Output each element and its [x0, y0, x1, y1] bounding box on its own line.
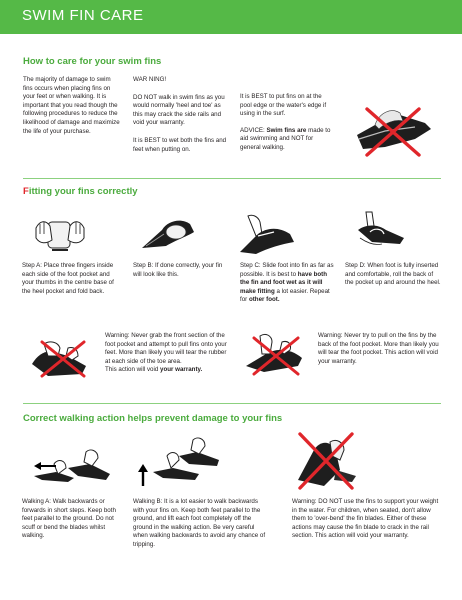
step-c-after: a lot easier. Repeat for: [240, 287, 330, 304]
advice-bold: Swim fins are: [266, 126, 307, 134]
warning-front-grab-illustration: [28, 334, 96, 380]
walking-b-text: Walking B: It is a lot easier to walk backwards with your fins on. Keep both feet parallel to the ground, and lift each foot completely off the ground in the walking action. Be very careful when walking backwards to avoid any chance of tripping.: [133, 498, 266, 548]
warning-back-pull-illustration: [240, 330, 310, 378]
advice-text: [240, 127, 334, 153]
best-wet-text: It is BEST to wet both the fins and feet when putting on.: [133, 136, 227, 153]
step-b-text: Step B: If done correctly, your fin will look like this.: [133, 262, 223, 278]
walking-a-text: Walking A: Walk backwards or forwards in short steps. Keep both feet parallel to the ground. Do not scuff or bend the blades whilst walking.: [22, 498, 116, 540]
step-b-illustration: [138, 212, 198, 254]
step-a-illustration: [30, 214, 90, 254]
fin-walk-crossed-illustration: [345, 95, 440, 165]
section-divider-1: [23, 178, 441, 179]
warning-front-void-bold: your warranty.: [160, 366, 203, 374]
best-block: [240, 93, 334, 153]
step-c-text: [240, 262, 336, 305]
warning-support-text: Warning: DO NOT use the fins to support your weight in the water. For children, when seated, don't allow them to 'over-bend' the fin blades. Either of these actions may cause the fin blade to crack in the rail section. This action will void your warranty.: [292, 498, 439, 540]
warning-front-text: [105, 332, 229, 375]
warning-heading: WAR NING!: [133, 76, 167, 83]
step-d-text: Step D: When foot is fully inserted and comfortable, roll the back of the pocket up and around the heel.: [345, 262, 441, 287]
section-divider-2: [23, 403, 441, 404]
warning-front-void: [105, 366, 229, 375]
warning-front-void-plain: This action will void: [105, 366, 161, 374]
warning-support-illustration: [290, 430, 364, 492]
step-a-text: Step A: Place three fingers inside each side of the foot pocket and your thumbs in the centre base of the heel pocket and fold back.: [22, 262, 114, 295]
warning-back-text: Warning: Never try to pull on the fins by the back of the foot pocket. More than likely you will tear the foot pocket. This action will void your warranty.: [318, 332, 439, 365]
warning-text: DO NOT walk in swim fins as you would normally 'heel and toe' as this may crack the side rails and void your warranty.: [133, 93, 225, 127]
step-c-illustration: [238, 212, 298, 256]
best-put-on-text: It is BEST to put fins on at the pool edge or the water's edge if using in the surf.: [240, 93, 327, 118]
warning-block: [133, 76, 229, 154]
fitting-heading-rest: itting your fins correctly: [28, 186, 138, 197]
fitting-heading-first: F: [23, 186, 29, 197]
care-intro: The majority of damage to swim fins occurs when placing fins on your feet or when walking. It is important that you read though the following procedures to reduce the likelihood of damage and maximize the life of your purchase.: [23, 76, 120, 135]
care-heading: How to care for your swim fins: [23, 56, 162, 67]
step-c-plain: Step C: Slide foot into fin as far as possible. It is best to: [240, 262, 334, 278]
walking-a-illustration: [28, 438, 112, 490]
step-d-illustration: [352, 208, 410, 254]
walking-b-illustration: [133, 436, 223, 490]
walking-heading: Correct walking action helps prevent damage to your fins: [23, 413, 283, 424]
advice-rest: made to aid swimming and NOT for general walking.: [240, 126, 331, 151]
step-c-bold: have both the fin and foot wet as it will make fitting: [240, 270, 328, 295]
fitting-heading: [23, 186, 138, 197]
step-c-bold-end: other foot.: [248, 296, 280, 304]
page-title: SWIM FIN CARE: [22, 7, 144, 24]
advice-label: ADVICE:: [240, 126, 267, 134]
warning-front-main: Warning: Never grab the front section of the foot pocket and attempt to pull fins onto your feet. More than likely you will tear the rubber at each side of the toe area.: [105, 332, 227, 365]
